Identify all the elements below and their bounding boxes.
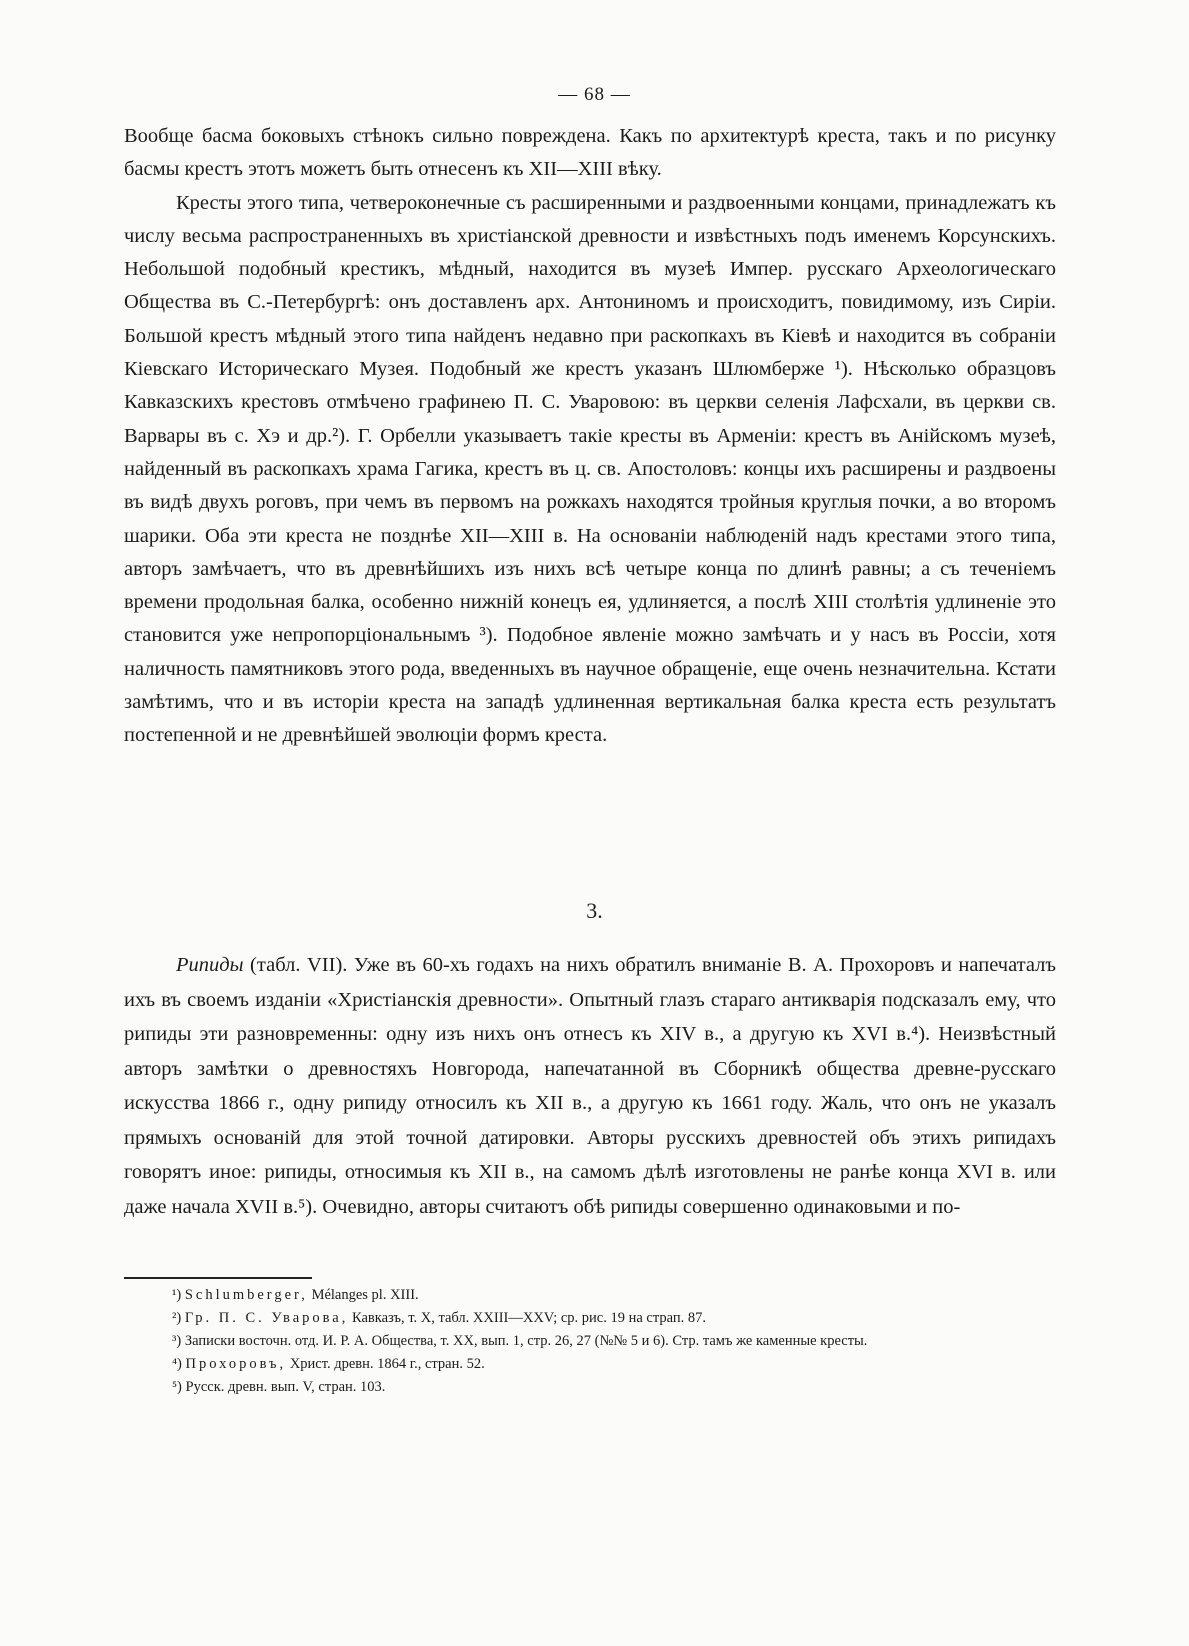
- section-heading: 3.: [586, 898, 603, 923]
- paragraph-3-lead: Рипиды: [176, 954, 244, 976]
- footnote-text: Записки восточн. отд. И. Р. А. Общества, т. XX, вып. 1, стр. 26, 27 (№№ 5 и 6). Стр. тамъ же каменные кресты.: [184, 1333, 868, 1349]
- paragraph-2: Кресты этого типа, четвероконечные съ расширенными и раздвоенными концами, принадлежатъ къ числу весьма распространенныхъ въ христіанской древности и извѣстныхъ подъ именемъ Корсунскихъ. Небольшой подобный крестикъ, мѣдный, находится въ музеѣ Импер. русскаго Археологическаго Общества въ С.-Петербургѣ: онъ доставленъ арх. Антониномъ и происходитъ, повидимому, изъ Сиріи. Большой крестъ мѣдный этого типа найденъ недавно при раскопкахъ въ Кіевѣ и находится въ собраніи Кіевскаго Историческаго Музея. Подобный же крестъ указанъ Шлюмберже ¹). Нѣсколько образцовъ Кавказскихъ крестовъ отмѣчено графинею П. С. Уваровою: въ церкви селенія Лафсхали, въ церкви св. Варвары въ с. Хэ и др.²). Г. Орбелли указываетъ такіе кресты въ Арменіи: крестъ въ Анійскомъ музеѣ, найденный въ раскопкахъ храма Гагика, крестъ въ ц. св. Апостоловъ: концы ихъ расширены и раздвоены въ видѣ двухъ роговъ, при чемъ въ первомъ на рожкахъ находятся тройныя круглыя почки, а во второмъ шарики. Оба эти креста не позднѣе XII—XIII в. На основаніи наблюденій надъ крестами этого типа, авторъ замѣчаетъ, что въ древнѣйшихъ изъ нихъ всѣ четыре конца по длинѣ равны; а съ теченіемъ времени продольная балка, особенно нижній конецъ ея, удлиняется, а послѣ XIII столѣтія удлиненіе это становится уже непропорціональнымъ ³). Подобное явленіе можно замѣчать и у насъ въ Россіи, хотя наличность памятниковъ этого рода, введенныхъ въ научное обращеніе, еще очень незначительна. Кстати замѣтимъ, что и въ исторіи креста на западѣ удлиненная вертикальная балка креста есть результатъ постепенной и не древнѣйшей эволюціи формъ креста.: [124, 191, 1056, 747]
- footnote-mark: ¹): [172, 1287, 182, 1303]
- main-text-block: [124, 120, 1056, 753]
- paragraph-3-text: (табл. VII). Уже въ 60-хъ годахъ на нихъ обратилъ вниманіе В. А. Прохоровъ и напечаталъ ихъ въ своемъ изданіи «Христіанскія древности». Опытный глазъ стараго антикварія подсказалъ ему, что рипиды эти разновременны: одну изъ нихъ онъ отнесъ къ XIV в., а другую къ XVI в.⁴). Неизвѣстный авторъ замѣтки о древностяхъ Новгорода, напечатанной въ Сборникѣ общества древне-русскаго искусства 1866 г., одну рипиду относилъ къ XII в., а другую къ 1661 году. Жаль, что онъ не указалъ прямыхъ основаній для этой точной датировки. Авторы русскихъ древностей объ этихъ рипидахъ говорятъ иное: рипиды, относимыя къ XII в., на самомъ дѣлѣ изготовлены не ранѣе конца XVI в. или даже начала XVII в.⁵). Очевидно, авторы считаютъ обѣ рипиды совершенно одинаковыми и по-: [124, 954, 1056, 1218]
- footnote-text: Русск. древн. вып. V, стран. 103.: [185, 1379, 386, 1395]
- section-text-block: [124, 948, 1056, 1224]
- paragraph-3: [124, 948, 1056, 1224]
- footnote-4: [124, 1353, 1056, 1376]
- footnote-mark: ⁵): [172, 1379, 182, 1395]
- footnote-1: [124, 1284, 1056, 1307]
- footnote-mark: ³): [172, 1333, 182, 1349]
- footnote-author: Гр. П. С. Уварова,: [184, 1310, 349, 1326]
- footnote-text: Кавказъ, т. X, табл. XXIII—XXV; ср. рис. 19 на страп. 87.: [348, 1310, 706, 1326]
- paragraph-1: Вообще басма боковыхъ стѣнокъ сильно повреждена. Какъ по архитектурѣ креста, такъ и по рисунку басмы крестъ этотъ можетъ быть отнесенъ къ XII—XIII вѣку.: [124, 125, 1056, 181]
- footnote-mark: ²): [172, 1310, 182, 1326]
- footnote-2: [124, 1307, 1056, 1330]
- footnotes: [124, 1284, 1056, 1399]
- page-number: — 68 —: [558, 84, 631, 105]
- footnote-5: [124, 1376, 1056, 1399]
- footnote-text: Mélanges pl. XIII.: [307, 1287, 419, 1303]
- footnote-3: [124, 1330, 1056, 1353]
- footnote-author: Прохоровъ,: [185, 1356, 287, 1372]
- footnote-divider: [124, 1277, 312, 1279]
- footnote-text: Христ. древн. 1864 г., стран. 52.: [286, 1356, 485, 1372]
- footnote-author: Schlumberger,: [184, 1287, 308, 1303]
- footnote-mark: ⁴): [172, 1356, 182, 1372]
